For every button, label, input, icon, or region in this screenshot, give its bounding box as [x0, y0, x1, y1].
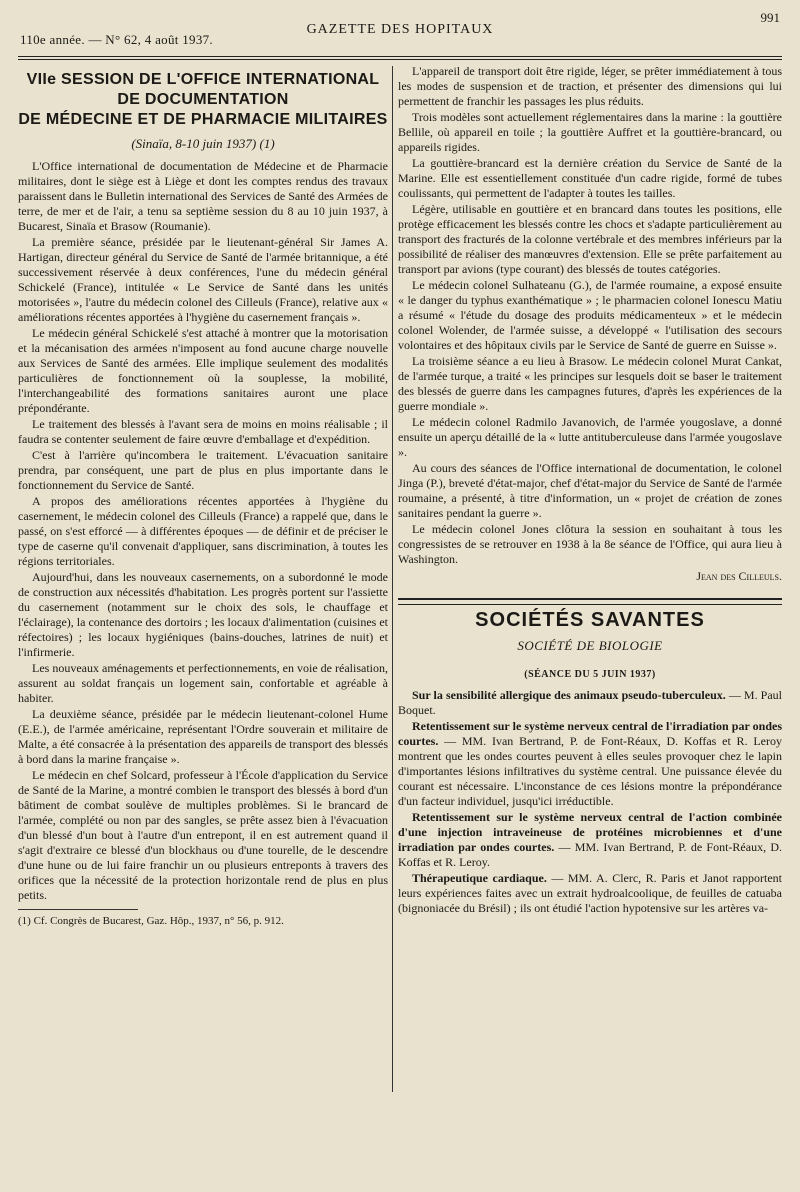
article-paragraph: Aujourd'hui, dans les nouveaux casernements, on a subordonné le mode de construction aux nécessités d'habitation. Les progrès portent sur l'assiette du casernement (notamment sur le choix des sols, le chauffage et l'éclairage), la contenance des dortoirs ; les locaux d'alimentation (cuisines et réfectoires) ; les locaux hygiéniques (bains-douches, latrines de nuit) et l'infirmerie. — [18, 570, 388, 659]
article-paragraph: L'Office international de documentation de Médecine et de Pharmacie militaires, dont le siège est à Liège et dont les comptes rendus des travaux paraissent dans le Bulletin international des Services de Santé des Armées de terre, de mer et de l'air, a tenu sa septième session du 8 au 10 juin 1937, à Bucarest, Sinaïa et Brasow (Roumanie). — [18, 159, 388, 233]
right-paragraphs — [398, 64, 782, 567]
left-paragraphs — [18, 159, 388, 903]
article-paragraph: Le médecin colonel Sulhateanu (G.), de l'armée roumaine, a exposé ensuite « le danger du typhus exanthématique » ; le pharmacien colonel Ionescu Matiu a résumé « l'étude du dosage des produits médicamenteux » et le médecin colonel Wolender, de l'armée suisse, a développé « l'utilisation des secours volontaires et des hôpitaux civils par le Service de Santé de guerre en Suisse ». — [398, 278, 782, 352]
article-paragraph: La gouttière-brancard est la dernière création du Service de Santé de la Marine. Elle est essentiellement constituée d'un cadre rigide, formé de tubes coulissants, qui permettent de l'adapter à toutes les tailles. — [398, 156, 782, 200]
article-paragraph: Le médecin colonel Jones clôtura la session en souhaitant à tous les congressistes de se retrouver en 1938 à la 8e séance de l'Office, qui aura lieu à Washington. — [398, 522, 782, 566]
communication-title: Retentissement sur le système nerveux central de l'action combinée d'une injection intraveineuse de protéines microbiennes et d'une irradiation par ondes courtes. — [398, 810, 782, 854]
section-heading: SOCIÉTÉS SAVANTES — [475, 609, 705, 631]
communication-text: — MM. A. Clerc, R. Paris et Janot rapportent leurs expériences faites avec un extrait hydroalcoolique, de feuilles de catuaba (bignoniacée du Brésil) ; ils ont étudié l'action hypotensive sur les artères va- — [398, 871, 782, 915]
issue-info: 110e année. — N° 62, 4 août 1937. — [20, 32, 213, 47]
article-paragraph: Le médecin en chef Solcard, professeur à l'École d'application du Service de Santé de la Marine, a montré combien le transport des blessés à bord d'un bâtiment de combat soulève de multiples problèmes. Si le brancard de l'armée, complété ou non par des sangles, se prête assez bien à l'évacuation d'un blessé d'un bout à l'autre d'un entrepont, il en est autrement quand il s'agit d'extraire ce blessé d'un blockhaus ou d'une tourelle, de le descendre d'une hune ou de lui faire franchir un ou plusieurs entreponts à travers des orifices que la nécessité de la protection horizontale rend de plus en plus petits. — [18, 768, 388, 902]
article-title-line-3: DE MÉDECINE ET DE PHARMACIE MILITAIRES — [18, 111, 388, 128]
session-date: (SÉANCE DU 5 JUIN 1937) — [524, 669, 656, 680]
left-column — [18, 64, 388, 930]
article-paragraph: La troisième séance a eu lieu à Brasow. Le médecin colonel Murat Cankat, de l'armée turque, a traité « les principes sur lesquels doit se baser le traitement des blessés de guerre dans les campagnes futures, d'après les expériences de la guerre mondiale ». — [398, 354, 782, 413]
communication-text: — M. Paul Boquet. — [398, 688, 782, 717]
right-column — [398, 64, 782, 917]
communication-title: Sur la sensibilité allergique des animaux pseudo-tuberculeux. — [412, 688, 726, 702]
article-signature: Jean des Cilleuls. — [696, 569, 782, 583]
article-title — [18, 70, 388, 130]
communication-title: Thérapeutique cardiaque. — [412, 871, 547, 885]
society-name: SOCIÉTÉ DE BIOLOGIE — [517, 638, 663, 653]
communication-text: — MM. Ivan Bertrand, P. de Font-Réaux, D. Koffas et R. Leroy. — [398, 840, 783, 869]
header-rule — [18, 56, 782, 60]
article-paragraph: L'appareil de transport doit être rigide, léger, se prêter immédiatement à tous les modes de suspension et de traction, et présenter des dimensions qui lui permettent de franchir les passages les plus réduits. — [398, 64, 782, 108]
society-entries — [398, 688, 782, 916]
article-paragraph: La première séance, présidée par le lieutenant-général Sir James A. Hartigan, directeur général du Service de Santé de l'armée britannique, a été successivement réservée à deux conférences, l'une du médecin général Schickelé (France), intitulée « Le Service de Santé dans les unités motorisées », l'autre du médecin colonel des Cilleuls (France), relative aux « améliorations récentes apportées à l'hygiène du casernement français ». — [18, 235, 388, 324]
article-paragraph: Légère, utilisable en gouttière et en brancard dans toutes les positions, elle protège efficacement les blessés contre les chocs et s'adapte particulièrement au transport des fracturés de la colonne vertébrale et des membres inférieurs par la possibilité de réaliser des manœuvres d'extension. Elle se prête parfaitement au transport par avions (type courant) des blessés de toutes catégories. — [398, 202, 782, 276]
footnote-rule — [18, 909, 138, 910]
section-rule-top — [398, 598, 782, 600]
article-paragraph: Le médecin colonel Radmilo Javanovich, de l'armée yougoslave, a donné ensuite un aperçu détaillé de la « lutte antituberculeuse dans l'armée yougoslave ». — [398, 415, 782, 459]
communication-entry — [398, 810, 782, 870]
article-paragraph: Le traitement des blessés à l'avant sera de moins en moins réalisable ; il faudra se contenter seulement de faire œuvre d'emballage et d'expédition. — [18, 417, 388, 446]
article-title-line-2: DE DOCUMENTATION — [117, 91, 289, 108]
communication-entry — [398, 871, 782, 916]
article-paragraph: C'est à l'arrière qu'incombera le traitement. L'évacuation sanitaire prendra, par conséquent, une part de plus en plus importante dans le fonctionnement du Service de Santé. — [18, 448, 388, 492]
article-paragraph: Le médecin général Schickelé s'est attaché à montrer que la motorisation et la mécanisation des armées n'imposent au fond aucune charge nouvelle aux Services de Santé des armées. Elle implique seulement des modalités particulières de fonctionnement où la souplesse, la mobilité, l'interchangeabilité des formations sanitaires auront une place prépondérante. — [18, 326, 388, 415]
journal-title: GAZETTE DES HOPITAUX — [306, 22, 494, 37]
communication-entry — [398, 688, 782, 718]
footnote: (1) Cf. Congrès de Bucarest, Gaz. Hôp., 1937, n° 56, p. 912. — [18, 915, 284, 927]
section-rule-bottom — [398, 604, 782, 605]
article-paragraph: Les nouveaux aménagements et perfectionnements, en voie de réalisation, assurent au soldat français un logement sain, confortable et agréable à habiter. — [18, 661, 388, 705]
article-paragraph: Trois modèles sont actuellement réglementaires dans la marine : la gouttière Bellile, où appareil en toile ; la gouttière Auffret et la gouttière-brancard, ou appareils rigides. — [398, 110, 782, 154]
communication-title: Retentissement sur le système nerveux central de l'irradiation par ondes courtes. — [398, 719, 782, 748]
article-title-line-1: VIIe SESSION DE L'OFFICE INTERNATIONAL — [26, 71, 380, 88]
article-paragraph: Au cours des séances de l'Office international de documentation, le colonel Jinga (P.), breveté d'état-major, chef d'état-major du Service de Santé de l'armée roumaine, a présenté, à titre d'information, un « projet de création de zones sanitaires pendant la guerre ». — [398, 461, 782, 520]
column-divider — [392, 66, 393, 1092]
article-subtitle: (Sinaïa, 8-10 juin 1937) (1) — [131, 136, 275, 151]
communication-text: — MM. Ivan Bertrand, P. de Font-Réaux, D. Koffas et R. Leroy montrent que les ondes courtes peuvent à elles seules provoquer chez le lapin d'importantes lésions infiltratives du système central. Une puissance élevée du courant est nécessaire. L'inconstance de ces lésions montre la prépondérance d'un facteur individuel, jusqu'ici irréductible. — [398, 734, 782, 808]
communication-entry — [398, 719, 782, 809]
page-header — [20, 10, 780, 54]
article-paragraph: A propos des améliorations récentes apportées à l'hygiène du casernement, le médecin colonel des Cilleuls (France) a rappelé que, dans le passé, on s'est efforcé — à différentes époques — de définir et de préciser le type de caserne qu'il convenait d'appliquer, sans discrimination, à toutes les régions territoriales. — [18, 494, 388, 568]
article-paragraph: La deuxième séance, présidée par le médecin lieutenant-colonel Hume (E.E.), de l'armée américaine, représentant l'Ordre souverain et militaire de Malte, a été consacrée à la présentation des appareils de transport des blessés à bord dans la marine française ». — [18, 707, 388, 766]
page-number: 991 — [760, 10, 780, 25]
